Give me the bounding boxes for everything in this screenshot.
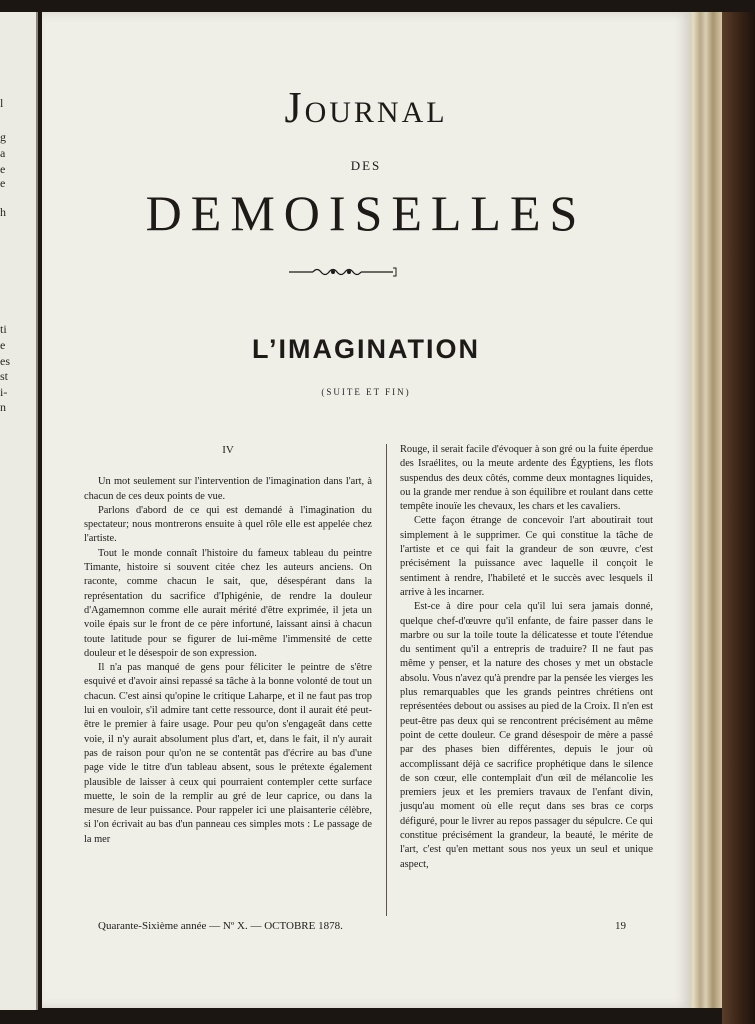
facing-page-fragment: st	[0, 369, 9, 383]
paragraph: Il n'a pas manqué de gens pour féliciter le peintre de s'être esquivé et d'avoir ainsi repassé sa tâche à la bonne volonté de tout un chacun. C'est ainsi qu'opine le critique Laharpe, et il ne faut pas trop lui en vouloir, s'il admire tant cette ressource, dont il aurait été peut-être le premier à faire usage. Pour peu qu'on s'engageât dans cette voie, il n'y aurait absolument plus d'art, et, dans le fait, il n'y aurait pas de raison pour qu'on ne se contentât pas d'écrire au bas d'une page vide le titre d'un tableau absent, sous le prétexte également plausible de laisser à ceux qui pourraient contempler cette surface muette, le soin de la remplir au gré de leur caprice, ou dans la mesure de leur puissance. Pour rappeler ici une plaisanterie célèbre, si l'on écrivait au bas d'un panneau ces simples mots : Le passage de la mer	[84, 662, 372, 845]
article-subtitle: (SUITE ET FIN)	[321, 387, 411, 397]
facing-page-fragment: g	[0, 130, 6, 144]
section-number: IV	[222, 444, 234, 456]
facing-page-fragment: e	[0, 176, 6, 190]
facing-page-fragment: n	[0, 400, 6, 414]
masthead-journal-initial: J	[284, 83, 305, 132]
facing-page-fragment: ti	[0, 322, 7, 336]
page-stack-edge	[686, 12, 722, 1008]
facing-page-fragment: e	[0, 338, 6, 352]
paragraph: Cette façon étrange de concevoir l'art aboutirait tout simplement à le supprimer. Ce qui constitue la tâche de l'artiste et ce qui fait la grandeur de son œuvre, c'est précisément la puissance avec laquelle il conçoit le sentiment à rendre, l'habileté et le succès avec lesquels il arrive à les incarner.	[400, 515, 653, 598]
paragraph: Rouge, il serait facile d'évoquer à son gré ou la fuite éperdue des Israélites, ou la meute ardente des Égyptiens, les flots suspendus des deux côtés, comme deux montagnes liquides, ou la grande mer rendue à son équilibre et roulant dans cette tempête inouïe les chevaux, les chars et les cavaliers.	[400, 444, 653, 513]
facing-page-fragment: a	[0, 146, 6, 160]
paragraph: Un mot seulement sur l'intervention de l'imagination dans l'art, à chacun de ces deux points de vue.	[84, 476, 372, 502]
paragraph: Tout le monde connaît l'histoire du fameux tableau du peintre Timante, histoire si souvent citée chez les auteurs anciens. On raconte, comme chacun le sait, que, désespérant dans la représentation du sacrifice d'Iphigénie, de rendre la douleur d'Agamemnon comme elle aurait mérité d'être exprimée, il jeta un voile épais sur le front de ce père infortuné, laissant ainsi à chacun toute latitude pour se figurer de lui-même l'immensité de cette douleur et le désespoir de son expression.	[84, 547, 372, 659]
masthead-des: DES	[350, 158, 382, 173]
facing-page-fragment: h	[0, 205, 6, 219]
facing-page-edge	[0, 12, 38, 1010]
issue-line: Quarante-Sixième année — Nº X. — OCTOBRE 1878.	[98, 920, 343, 932]
book-cover-edge	[722, 12, 755, 1024]
paragraph: Est-ce à dire pour cela qu'il lui sera jamais donné, quelque chef-d'œuvre qu'il enfante, de faire passer dans le marbre ou sur la toile toute la délicatesse et toute l'étendue du sentiment qu'il a entrepris de traduire? Il ne faut pas même y penser, et la nature des choses y met un obstacle absolu. Vous n'avez qu'à prendre par la pensée les vierges les plus remarquables que les grands peintres chrétiens ont représentées debout ou assises au pied de la Croix. Il n'en est peut-être pas deux qui se rencontrent précisément au même point de cette douleur. Ce grand désespoir de mère a passé par des phases bien différentes, depuis le jour où accomplissant déjà ce sacrifice prophétique dans le silence de son cœur, elle contemplait d'un œil de mélancolie les premiers jeux et les premiers travaux de l'enfant divin, jusqu'au moment où elle reçut dans ses bras ce corps défiguré, pour le livrer au repos passager du sépulcre. Ce qui constitue précisément la grandeur, la beauté, le mérite de l'art, c'est qu'en mettant sous nos yeux un seul et unique aspect,	[400, 601, 653, 870]
masthead-demoiselles: DEMOISELLES	[145, 185, 587, 241]
facing-page-fragment: i-	[0, 385, 8, 399]
facing-page-fragment: l	[0, 96, 4, 110]
masthead-journal-rest: OURNAL	[304, 96, 448, 129]
paragraph: Parlons d'abord de ce qui est demandé à l'imagination du spectateur; nous montrerons ensuite à quel rôle elle est appelée chez l'artiste.	[84, 504, 372, 545]
right-column	[400, 443, 653, 872]
page-footer	[98, 920, 626, 932]
journal-page	[42, 12, 690, 1008]
facing-page-fragment: es	[0, 354, 10, 368]
left-column	[84, 443, 372, 847]
flourish-ornament-icon	[287, 265, 399, 279]
column-divider	[386, 444, 387, 916]
page-number: 19	[615, 920, 626, 932]
article-title: L’IMAGINATION	[252, 334, 480, 364]
masthead-journal	[42, 82, 690, 133]
facing-page-fragment: e	[0, 162, 6, 176]
